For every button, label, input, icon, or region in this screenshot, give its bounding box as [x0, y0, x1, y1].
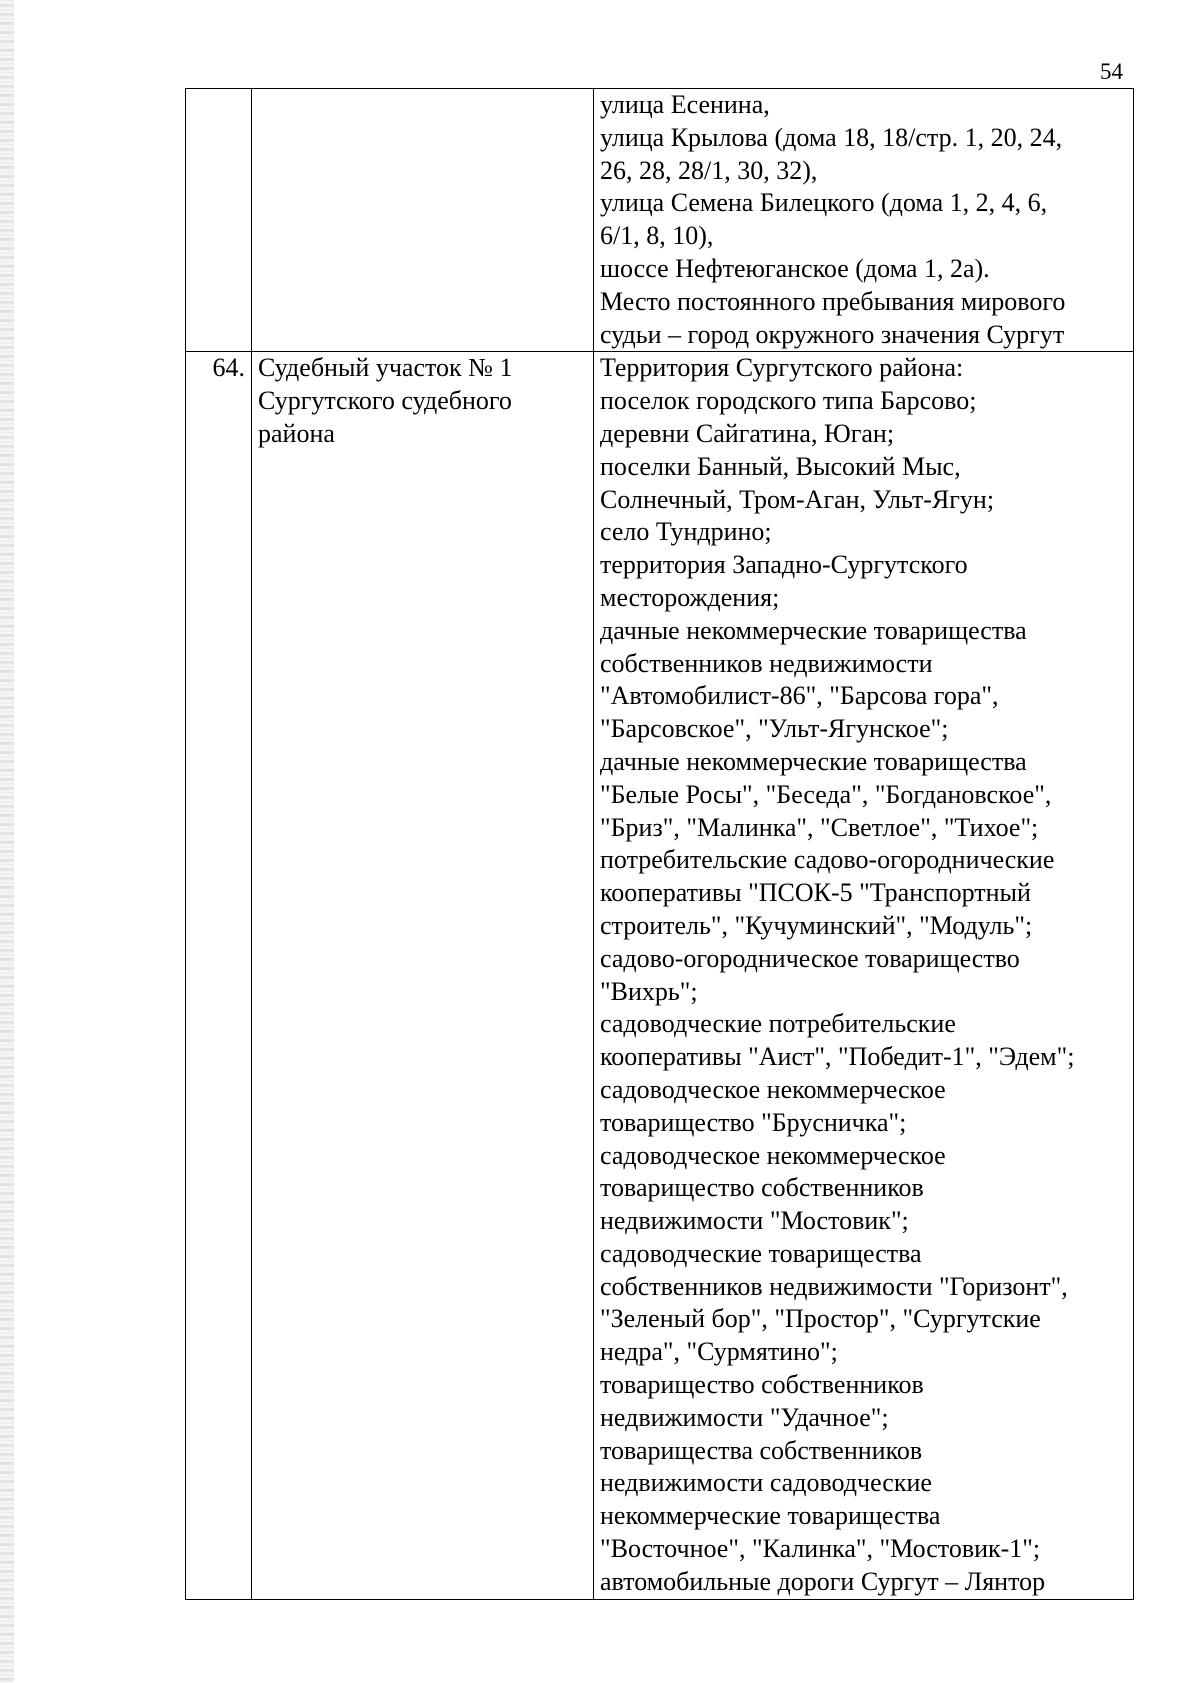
territory-line: садоводческие товарищества: [600, 1238, 922, 1268]
court-district-name-line: района: [258, 418, 335, 448]
table-body: [186, 89, 1134, 1600]
territory-line: товарищества собственников: [600, 1435, 923, 1465]
territory-line: собственников недвижимости "Горизонт",: [600, 1271, 1068, 1301]
scan-edge-artifact: [0, 0, 14, 1683]
territory-line: кооперативы "Аист", "Победит-1", "Эдем";: [600, 1042, 1075, 1072]
table-row: [186, 89, 1134, 352]
territory-line: шоссе Нефтеюганское (дома 1, 2а).: [600, 253, 990, 283]
territory-line: садоводческое некоммерческое: [600, 1140, 946, 1170]
territory-line: дачные некоммерческие товарищества: [600, 746, 1027, 776]
territory-line: недвижимости "Мостовик";: [600, 1206, 909, 1236]
territory-line: Территория Сургутского района:: [600, 353, 964, 383]
territory-line: "Восточное", "Калинка", "Мостовик-1";: [600, 1534, 1041, 1564]
territory-line: месторождения;: [600, 582, 780, 612]
territory-line: "Барсовское", "Ульт-Ягунское";: [600, 714, 949, 744]
row-number-cell: [186, 89, 252, 352]
territory-line: товарищество собственников: [600, 1370, 924, 1400]
territory-cell: [594, 352, 1134, 1599]
territory-line: поселки Банный, Высокий Мыс,: [600, 451, 961, 481]
territory-cell: [594, 89, 1134, 352]
court-districts-table: [185, 88, 1134, 1600]
territory-line: потребительские садово-огороднические: [600, 845, 1055, 875]
territory-line: село Тундрино;: [600, 517, 772, 547]
territory-line: садоводческие потребительские: [600, 1009, 956, 1039]
territory-line: дачные некоммерческие товарищества: [600, 615, 1027, 645]
territory-line: 26, 28, 28/1, 30, 32),: [600, 155, 818, 185]
territory-line: поселок городского типа Барсово;: [600, 386, 977, 416]
territory-line: судьи – город окружного значения Сургут: [600, 319, 1065, 349]
territory-line: "Вихрь";: [600, 976, 698, 1006]
territory-line: "Зеленый бор", "Простор", "Сургутские: [600, 1304, 1041, 1334]
territory-line: "Белые Росы", "Беседа", "Богдановское",: [600, 779, 1052, 809]
court-district-name-cell: [252, 352, 594, 1599]
court-district-name-cell: [252, 89, 594, 352]
territory-line: Солнечный, Тром-Аган, Ульт-Ягун;: [600, 484, 995, 514]
territory-line: улица Есенина,: [600, 90, 770, 119]
table-row: [186, 352, 1134, 1599]
territory-line: улица Крылова (дома 18, 18/стр. 1, 20, 24,: [600, 122, 1063, 152]
territory-line: товарищество "Брусничка";: [600, 1107, 907, 1137]
territory-line: садово-огородническое товарищество: [600, 943, 1020, 973]
page-number: 54: [1100, 59, 1123, 84]
territory-line: кооперативы "ПСОК-5 "Транспортный: [600, 878, 1031, 908]
territory-line: недра", "Сурмятино";: [600, 1337, 838, 1367]
territory-line: автомобильные дороги Сургут – Лянтор: [600, 1566, 1046, 1596]
territory-line: Место постоянного пребывания мирового: [600, 286, 1066, 316]
territory-line: "Автомобилист-86", "Барсова гора",: [600, 681, 999, 711]
territory-line: собственников недвижимости: [600, 648, 933, 678]
territory-line: 6/1, 8, 10),: [600, 221, 714, 251]
territory-line: территория Западно-Сургутского: [600, 550, 968, 580]
court-district-name-line: Судебный участок № 1: [258, 353, 513, 383]
territory-line: некоммерческие товарищества: [600, 1501, 941, 1531]
territory-line: "Бриз", "Малинка", "Светлое", "Тихое";: [600, 812, 1039, 842]
territory-line: недвижимости садоводческие: [600, 1468, 932, 1498]
territory-line: недвижимости "Удачное";: [600, 1402, 889, 1432]
territory-line: улица Семена Билецкого (дома 1, 2, 4, 6,: [600, 188, 1048, 218]
territory-line: деревни Сайгатина, Юган;: [600, 418, 895, 448]
row-number-cell: 64.: [186, 352, 252, 1599]
territory-line: строитель", "Кучуминский", "Модуль";: [600, 910, 1033, 940]
territory-line: товарищество собственников: [600, 1173, 924, 1203]
territory-line: садоводческое некоммерческое: [600, 1074, 946, 1104]
court-district-name-line: Сургутского судебного: [258, 386, 512, 416]
